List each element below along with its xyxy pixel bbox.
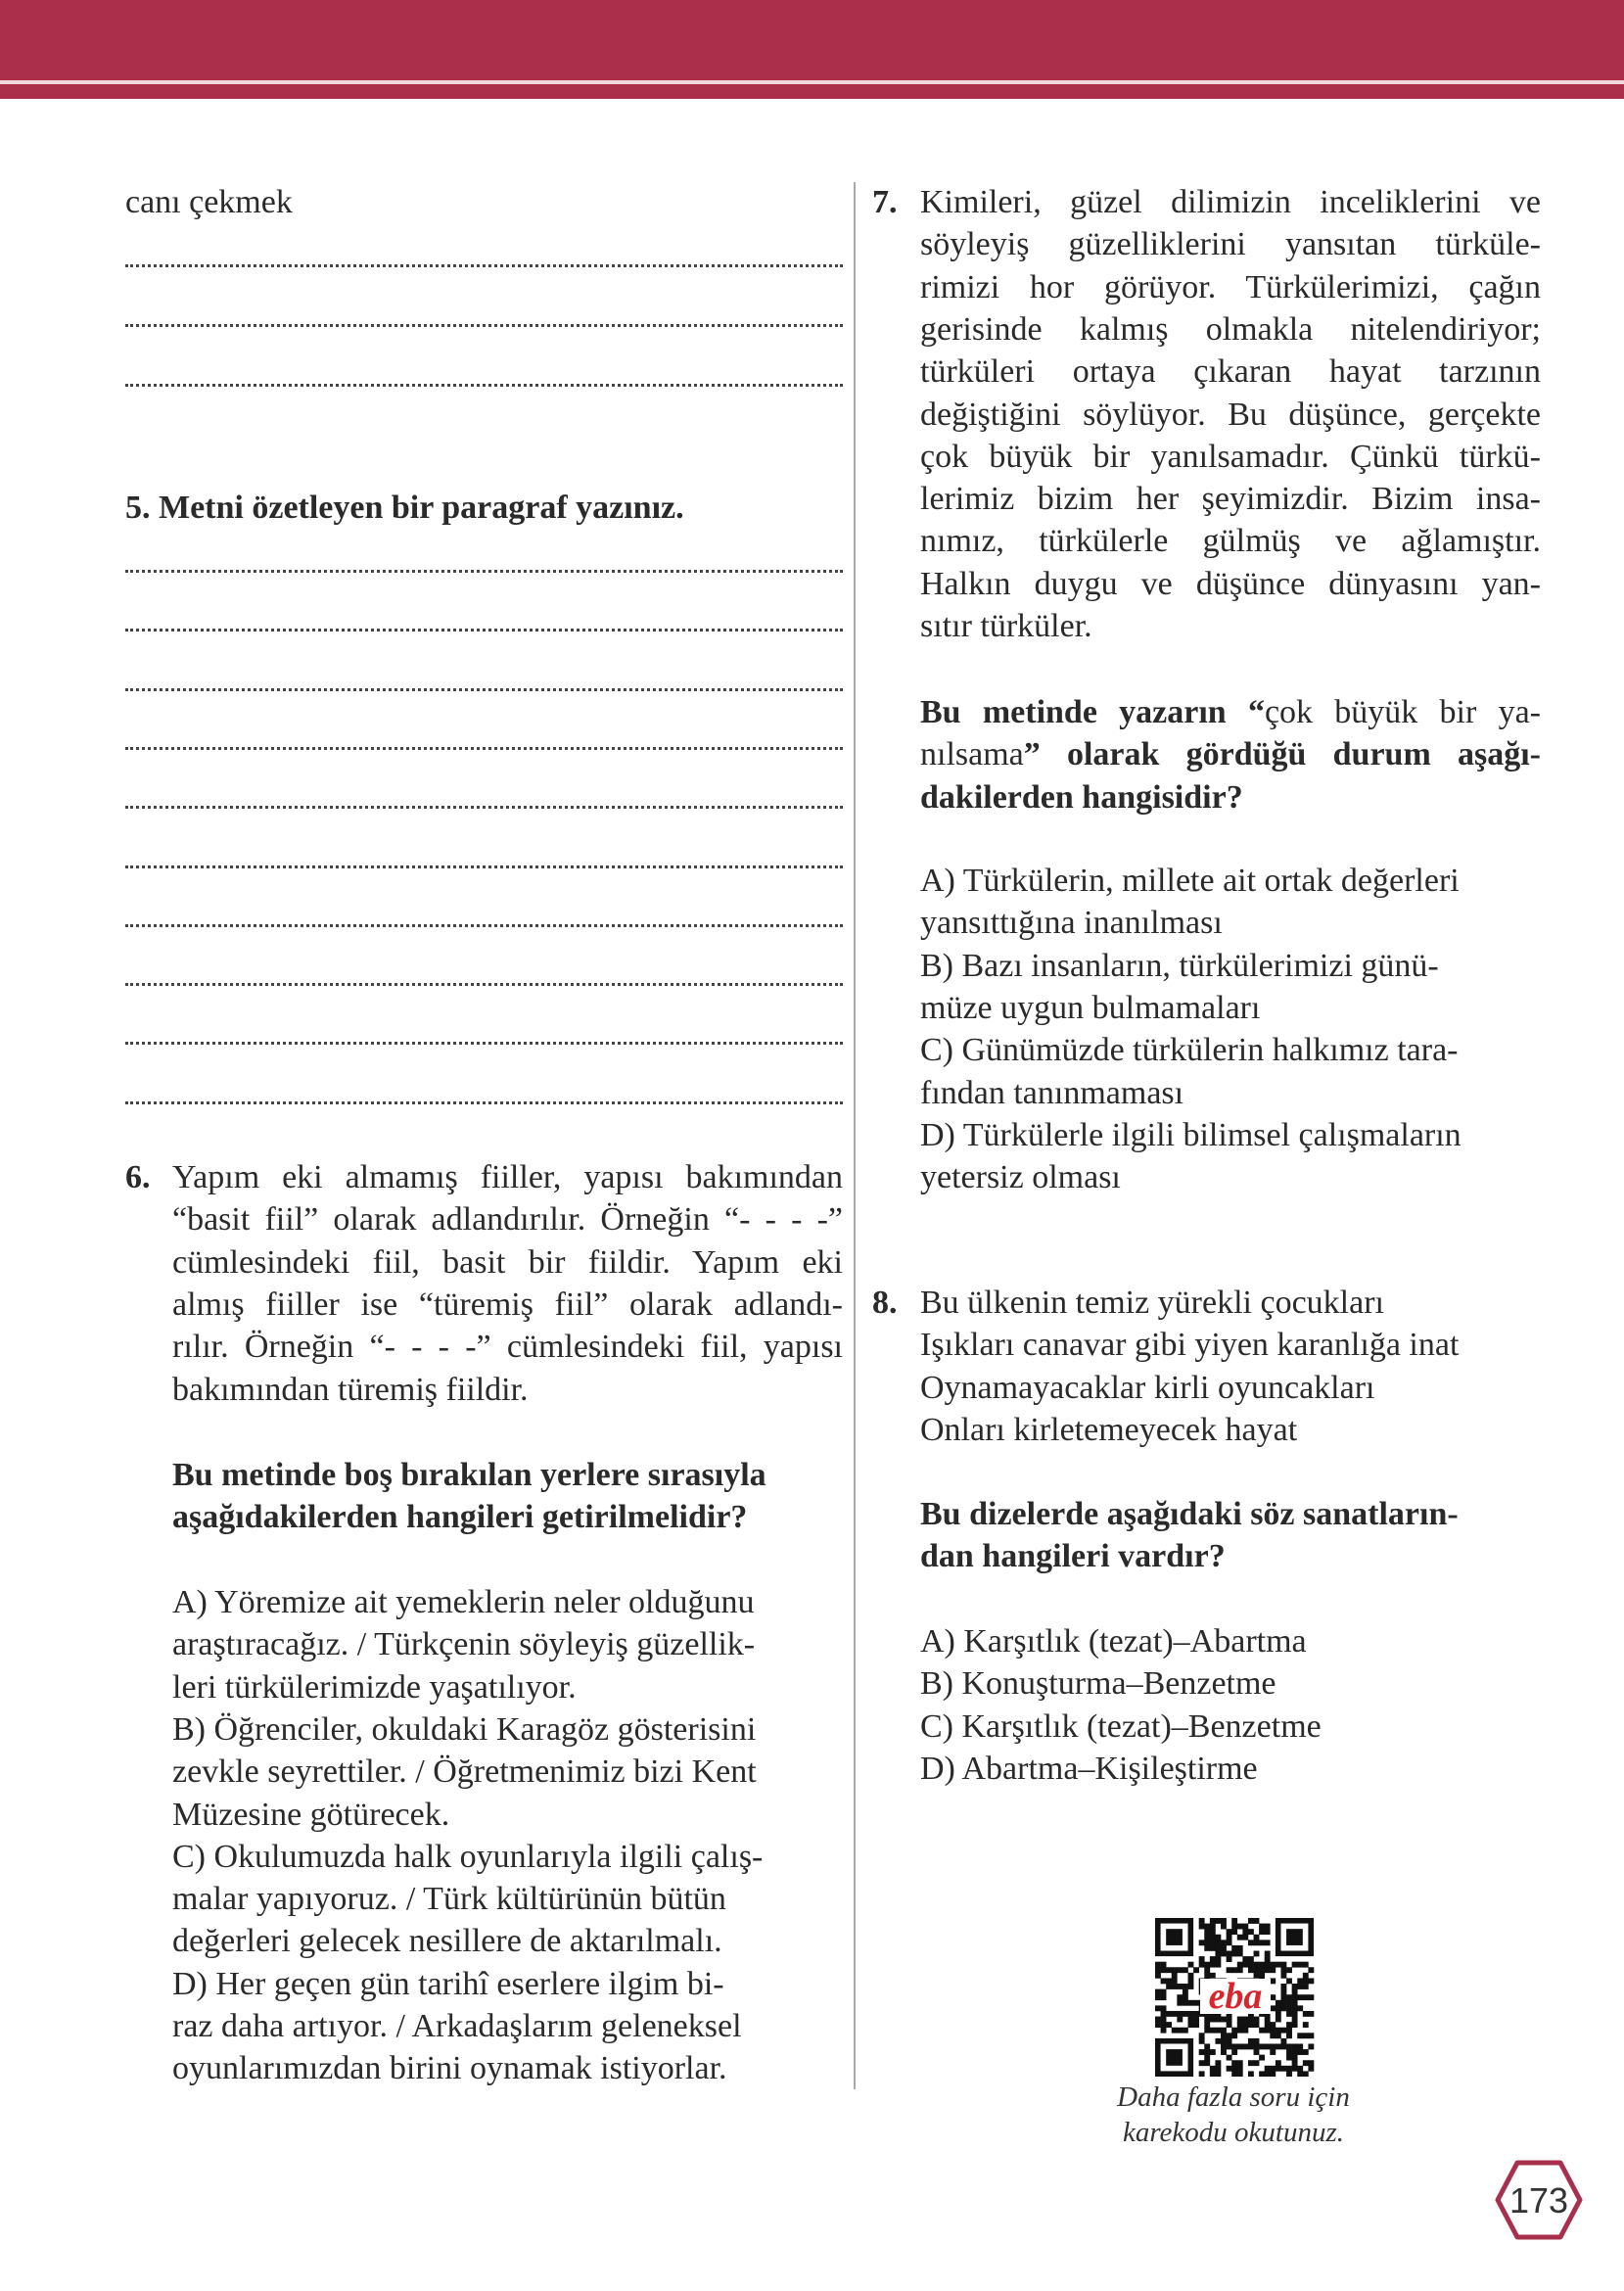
question-body-line: Halkın duygu ve düşünce dünyasını yan-	[920, 565, 1541, 602]
answer-option-line: Müzesine götürecek.	[172, 1796, 450, 1833]
answer-line[interactable]	[125, 264, 843, 267]
question-body-line: türküleri ortaya çıkaran hayat tarzının	[920, 353, 1541, 391]
eba-logo: eba	[1208, 1976, 1263, 2017]
answer-option-line: değerleri gelecek nesillere de aktarılmalı.	[172, 1923, 722, 1960]
answer-option-line: yansıttığına inanılması	[920, 905, 1223, 942]
question-body-line: gerisinde kalmış olmakla nitelendiriyor;	[920, 310, 1541, 348]
poem-line: Bu ülkenin temiz yürekli çocukları	[920, 1285, 1384, 1321]
question-stem-line	[920, 733, 1541, 775]
answer-line[interactable]	[125, 629, 843, 631]
question-segment: aşağıdakilerden hangileri getirilmelidir?	[172, 1499, 748, 1536]
question-stem-line	[920, 1493, 1541, 1535]
question-stem-line	[920, 1535, 1541, 1577]
question-body-line: lerimiz bizim her şeyimizdir. Bizim insa-	[920, 481, 1541, 518]
question-segment: çok büyük bir ya-	[1264, 694, 1541, 730]
question-body-line: söyleyiş güzelliklerini yansıtan türküle-	[920, 226, 1541, 263]
question-number: 8.	[872, 1285, 898, 1321]
question-prompt: Metni özetleyen bir paragraf yazınız.	[159, 490, 684, 526]
question-body-line: Kimileri, güzel dilimizin inceliklerini ve	[920, 184, 1541, 220]
question-body-line: rimizi hor görüyor. Türkülerimizi, çağın	[920, 268, 1541, 305]
question-body-line: Yapım eki almamış fiiller, yapısı bakımından	[172, 1159, 843, 1195]
answer-line[interactable]	[125, 983, 843, 986]
answer-option-line: B) Öğrenciler, okuldaki Karagöz gösterisini	[172, 1710, 757, 1748]
answer-option-line: fından tanınmaması	[920, 1074, 1184, 1111]
question-stem-line	[172, 1454, 843, 1496]
question-segment: dan hangileri vardır?	[920, 1538, 1226, 1575]
answer-option-line: A) Karşıtlık (tezat)–Abartma	[920, 1623, 1307, 1660]
question-body-line: almış fiiller ise “türemiş fiil” olarak adlandı-	[172, 1286, 843, 1323]
answer-line[interactable]	[125, 747, 843, 750]
poem-line: Işıkları canavar gibi yiyen karanlığa inat	[920, 1327, 1460, 1364]
answer-line[interactable]	[125, 688, 843, 691]
answer-line[interactable]	[125, 384, 843, 387]
question-segment: Bu dizelerde aşağıdaki söz sanatların-	[920, 1496, 1459, 1532]
page-number: 173	[1508, 2180, 1569, 2221]
answer-option-line: araştıracağız. / Türkçenin söyleyiş güzellik-	[172, 1626, 756, 1663]
question-stem-line	[172, 1496, 843, 1538]
question-segment: ” olarak gördüğü durum aşağı-	[1023, 736, 1541, 773]
answer-line[interactable]	[125, 924, 843, 927]
answer-line[interactable]	[125, 1042, 843, 1045]
answer-option-line: D) Abartma–Kişileştirme	[920, 1750, 1258, 1787]
poem-line: Oynamayacaklar kirli oyuncakları	[920, 1369, 1375, 1406]
question-body-line: değiştiğini söylüyor. Bu düşünce, gerçekte	[920, 396, 1541, 433]
qr-caption-line-1: Daha fazla soru için	[1117, 2081, 1350, 2113]
question-number: 7.	[872, 184, 898, 220]
answer-option-line: oyunlarımızdan birini oynamak istiyorlar.	[172, 2050, 727, 2087]
qr-caption-line-2: karekodu okutunuz.	[1122, 2117, 1345, 2148]
q5-heading	[125, 487, 684, 529]
answer-option-line: C) Okulumuzda halk oyunlarıyla ilgili çalış-	[172, 1838, 764, 1875]
question-body-line: nımız, türkülerle gülmüş ve ağlamıştır.	[920, 523, 1541, 560]
answer-option-line: C) Günümüzde türkülerin halkımız tara-	[920, 1032, 1459, 1069]
column-divider	[854, 182, 856, 2089]
answer-option-line: B) Bazı insanların, türkülerimizi günü-	[920, 947, 1439, 984]
answer-line[interactable]	[125, 806, 843, 809]
page-number-badge	[1494, 2159, 1584, 2246]
answer-option-line: leri türkülerimizde yaşatılıyor.	[172, 1668, 577, 1706]
question-segment: dakilerden hangisidir?	[920, 778, 1243, 816]
qr-code[interactable]	[1153, 1918, 1316, 2081]
answer-line[interactable]	[125, 865, 843, 868]
question-body-line: rılır. Örneğin “- - - -” cümlesindeki fiil, yapısı	[172, 1329, 843, 1366]
answer-option-line: A) Türkülerin, millete ait ortak değerleri	[920, 863, 1460, 899]
answer-option-line: D) Türkülerle ilgili bilimsel çalışmaların	[920, 1116, 1462, 1153]
answer-option-line: A) Yöremize ait yemeklerin neler olduğunu	[172, 1584, 755, 1620]
question-body-line: “basit fiil” olarak adlandırılır. Örneğin “- - - -”	[172, 1201, 843, 1239]
question-segment: Bu metinde yazarın “	[920, 694, 1265, 730]
phrase-label: canı çekmek	[125, 184, 293, 220]
answer-line[interactable]	[125, 570, 843, 573]
header-stripe	[0, 80, 1624, 84]
answer-option-line: C) Karşıtlık (tezat)–Benzetme	[920, 1707, 1322, 1745]
question-body-line: çok büyük bir yanılsamadır. Çünkü türkü-	[920, 438, 1541, 475]
answer-option-line: B) Konuşturma–Benzetme	[920, 1665, 1276, 1703]
answer-option-line: malar yapıyoruz. / Türk kültürünün bütün	[172, 1881, 726, 1918]
answer-option-line: D) Her geçen gün tarihî eserlere ilgim bi-	[172, 1965, 724, 2002]
question-body-line: sıtır türküler.	[920, 608, 1092, 644]
answer-line[interactable]	[125, 1101, 843, 1104]
question-number: 5.	[125, 490, 151, 526]
answer-option-line: raz daha artıyor. / Arkadaşlarım geleneksel	[172, 2008, 742, 2044]
question-stem-line	[920, 776, 1541, 818]
question-body-line: cümlesindeki fiil, basit bir fiildir. Yapım eki	[172, 1243, 843, 1281]
question-body-line: bakımından türemiş fiildir.	[172, 1371, 529, 1408]
answer-option-line: müze uygun bulmamaları	[920, 989, 1261, 1026]
answer-option-line: zevkle seyrettiler. / Öğretmenimiz bizi Kent	[172, 1753, 757, 1791]
question-stem-line	[920, 691, 1541, 733]
question-number: 6.	[125, 1159, 151, 1195]
poem-line: Onları kirletemeyecek hayat	[920, 1411, 1298, 1448]
question-segment: Bu metinde boş bırakılan yerlere sırasıyla	[172, 1457, 766, 1493]
answer-line[interactable]	[125, 324, 843, 327]
question-segment: nılsama	[920, 736, 1024, 773]
answer-option-line: yetersiz olması	[920, 1159, 1121, 1196]
